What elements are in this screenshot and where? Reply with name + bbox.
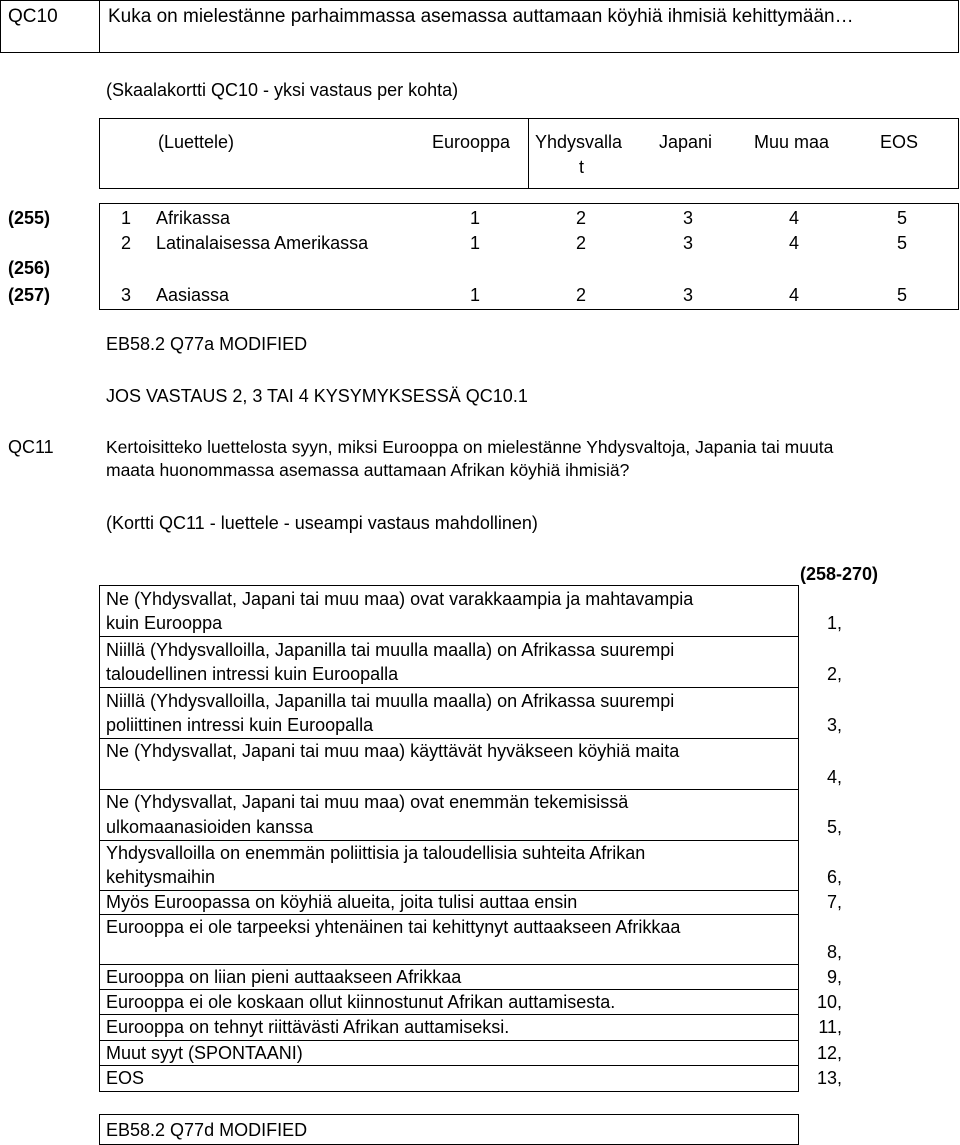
answer-text: Ne (Yhdysvallat, Japani tai muu maa) ovat enemmän tekemisissä xyxy=(106,792,629,812)
question-code: QC10 xyxy=(8,6,58,27)
filter-note: JOS VASTAUS 2, 3 TAI 4 KYSYMYKSESSÄ QC10.1 xyxy=(106,386,528,406)
row-number: 2 xyxy=(121,233,132,253)
answer-text: Niillä (Yhdysvalloilla, Japanilla tai muulla maalla) on Afrikassa suurempi xyxy=(106,691,675,711)
answer-text: Yhdysvalloilla on enemmän poliittisia ja taloudellisia suhteita Afrikan xyxy=(106,843,646,863)
answer-code[interactable]: 5, xyxy=(826,817,842,837)
row-value[interactable]: 3 xyxy=(682,233,693,253)
bottom-box-left xyxy=(99,1114,100,1145)
row-label: Aasiassa xyxy=(156,285,230,305)
code-range: (258-270) xyxy=(800,564,879,584)
answer-text: Eurooppa ei ole tarpeeksi yhtenäinen tai kehittynyt auttaakseen Afrikkaa xyxy=(106,917,681,937)
row-value[interactable]: 3 xyxy=(682,285,693,305)
row-number: 3 xyxy=(121,285,132,305)
answer-text: Ne (Yhdysvallat, Japani tai muu maa) ovat varakkaampia ja mahtavampia xyxy=(106,589,694,609)
answer-text: kuin Eurooppa xyxy=(106,613,223,633)
row-label: Afrikassa xyxy=(156,208,231,228)
row-value[interactable]: 5 xyxy=(896,233,907,253)
row-number: 1 xyxy=(121,208,132,228)
column-header-eos: EOS xyxy=(880,132,919,152)
answer-text: ulkomaanasioiden kanssa xyxy=(106,817,314,837)
list-header: (Luettele) xyxy=(158,132,235,152)
question-text-line1: Kertoisitteko luettelosta syyn, miksi Eurooppa on mielestänne Yhdysvaltoja, Japania tai muuta xyxy=(106,437,834,457)
answer-code[interactable]: 11, xyxy=(818,1017,842,1037)
row-code: (255) xyxy=(8,208,51,228)
answer-text: Eurooppa on liian pieni auttaakseen Afrikkaa xyxy=(106,967,462,987)
answer-code[interactable]: 4, xyxy=(826,767,842,787)
row-label: Latinalaisessa Amerikassa xyxy=(156,233,369,253)
answer-text: taloudellinen intressi kuin Euroopalla xyxy=(106,664,399,684)
answer-text: Eurooppa on tehnyt riittävästi Afrikan auttamiseksi. xyxy=(106,1017,510,1037)
row-value[interactable]: 1 xyxy=(469,285,480,305)
column-header-japani: Japani xyxy=(659,132,713,152)
column-header-muu-maa: Muu maa xyxy=(754,132,830,152)
answer-code[interactable]: 10, xyxy=(816,992,842,1012)
answer-code[interactable]: 12, xyxy=(816,1043,842,1063)
row-value[interactable]: 5 xyxy=(896,285,907,305)
bottom-box-top xyxy=(99,1114,799,1115)
question-code: QC11 xyxy=(8,437,54,457)
answer-text: EOS xyxy=(106,1068,145,1088)
column-header-eurooppa: Eurooppa xyxy=(432,132,511,152)
row-value[interactable]: 2 xyxy=(575,208,586,228)
question-text-line2: maata huonommassa asemassa auttamaan Afrikan köyhiä ihmisiä? xyxy=(106,460,630,480)
answer-text: poliittinen intressi kuin Euroopalla xyxy=(106,715,374,735)
row-value[interactable]: 5 xyxy=(896,208,907,228)
answer-text: Ne (Yhdysvallat, Japani tai muu maa) käyttävät hyväkseen köyhiä maita xyxy=(106,741,680,761)
source-note: EB58.2 Q77a MODIFIED xyxy=(106,334,308,354)
answer-text: Niillä (Yhdysvalloilla, Japanilla tai muulla maalla) on Afrikassa suurempi xyxy=(106,640,675,660)
row-value[interactable]: 2 xyxy=(575,285,586,305)
row-value[interactable]: 4 xyxy=(788,285,799,305)
row-value[interactable]: 4 xyxy=(788,233,799,253)
answer-code[interactable]: 1, xyxy=(826,613,842,633)
row-code: (256) xyxy=(8,258,51,278)
row-value[interactable]: 3 xyxy=(682,208,693,228)
row-code: (257) xyxy=(8,285,51,305)
scale-note: (Skaalakortti QC10 - yksi vastaus per kohta) xyxy=(106,80,459,100)
answer-code[interactable]: 9, xyxy=(826,967,842,987)
answer-text: Eurooppa ei ole koskaan ollut kiinnostunut Afrikan auttamisesta. xyxy=(106,992,616,1012)
answer-code[interactable]: 2, xyxy=(826,664,842,684)
card-note: (Kortti QC11 - luettele - useampi vastaus mahdollinen) xyxy=(106,513,538,533)
answer-text: kehitysmaihin xyxy=(106,867,216,887)
row-value[interactable]: 1 xyxy=(469,208,480,228)
row-value[interactable]: 1 xyxy=(469,233,480,253)
answer-code[interactable]: 8, xyxy=(826,942,842,962)
row-value[interactable]: 4 xyxy=(788,208,799,228)
source-note: EB58.2 Q77d MODIFIED xyxy=(106,1120,308,1140)
answer-code[interactable]: 3, xyxy=(826,715,842,735)
answer-text: Muut syyt (SPONTAANI) xyxy=(106,1043,303,1063)
bottom-box-right xyxy=(798,1114,799,1145)
column-header-yhdysvallat: Yhdysvalla xyxy=(535,132,623,152)
column-header-yhdysvallat-wrap: t xyxy=(579,157,585,177)
answer-text: Myös Euroopassa on köyhiä alueita, joita tulisi auttaa ensin xyxy=(106,892,578,912)
answer-code[interactable]: 6, xyxy=(826,867,842,887)
answer-code[interactable]: 7, xyxy=(826,892,842,912)
answer-code[interactable]: 13, xyxy=(816,1068,842,1088)
question-text: Kuka on mielestänne parhaimmassa asemassa auttamaan köyhiä ihmisiä kehittymään… xyxy=(108,6,854,27)
row-value[interactable]: 2 xyxy=(575,233,586,253)
